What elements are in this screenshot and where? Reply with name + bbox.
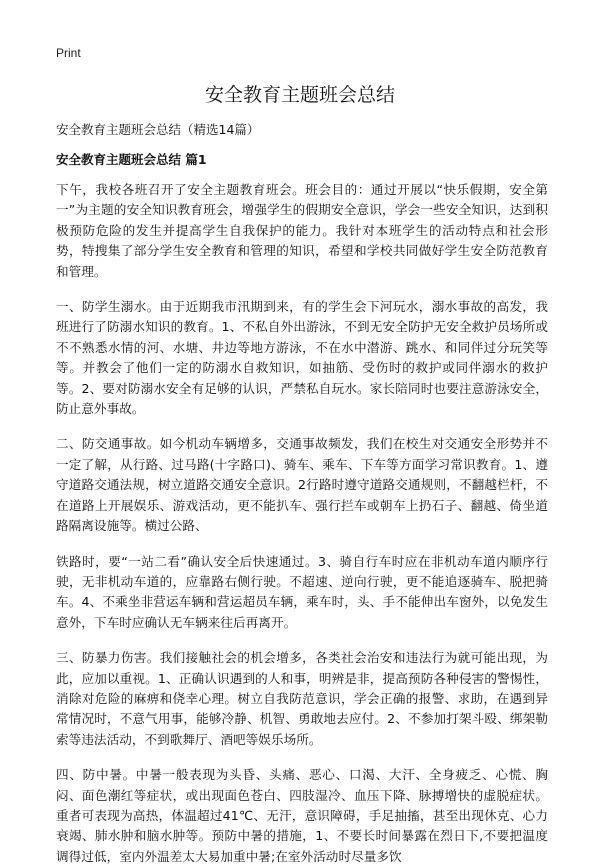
page-title: 安全教育主题班会总结 [204,84,395,106]
paragraph-traffic: 二、防交通事故。如今机动车辆增多，交通事故频发，我们在校生对交通安全形势并不一定了解，从行路、过马路(十字路口)、骑车、乘车、下车等方面学习常识教育。1、遵守道路交通法规，树立道路交通安全意识。2行路时遵守道路交通规则，不翻越栏杆，不在道路上开展娱乐、游戏活动，更不能扒车、强行拦车或朝车上扔石子、翻越、倚坐道路隔离设施等。横过公路、 [56,436,548,534]
article-body [56,180,548,864]
paragraph-railway: 铁路时，要“一站二看”确认安全后快速通过。3、骑自行车时应在非机动车道内顺序行驶，无非机动车道的，应靠路右侧行驶。不超速、逆向行驶，更不能追逐骑车、脱把骑车。4、不乘坐非营运车辆和营运超员车辆，乘车时，头、手不能伸出车窗外，以免发生意外，下车时应确认无车辆来往后再离开。 [56,553,548,630]
paragraph-intro: 下午，我校各班召开了安全主题教育班会。班会目的：通过开展以“快乐假期，安全第一”为主题的安全知识教育班会，增强学生的假期安全意识，学会一些安全知识，达到积极预防危险的发生并提高学生自我保护的能力。我针对本班学生的活动特点和社会形势，特搜集了部分学生安全教育和管理的知识，希望和学校共同做好学生安全防范教育和管理。 [56,182,548,279]
paragraph-violence: 三、防暴力伤害。我们接触社会的机会增多，各类社会治安和违法行为就可能出现，为此，应加以重视。1、正确认识遇到的人和事，明辨是非，提高预防各种侵害的警惕性，消除对危险的麻痹和侥幸心理。树立自我防范意识，学会正确的报警、求助，在遇到异常情况时，不意气用事，能够冷静、机智、勇敢地去应付。2、不参加打架斗殴、绑架勒索等违法活动，不到歌舞厅、酒吧等娱乐场所。 [56,650,548,747]
paragraph-drowning: 一、防学生溺水。由于近期我市汛期到来，有的学生会下河玩水，溺水事故的高发，我班进行了防溺水知识的教育。1、不私自外出游泳，不到无安全防护无安全救护员场所或不不熟悉水情的河、水塘、井边等地方游泳，不在水中潜游、跳水、和同伴过分玩笑等等。并教会了他们一定的防溺水自救知识，如抽筋、受伤时的救护或同伴溺水的救护等。2、要对防溺水安全有足够的认识，严禁私自玩水。家长陪同时也要注意游泳安全，防止意外事故。 [56,299,548,417]
document-subtitle: 安全教育主题班会总结（精选14篇） [56,122,260,137]
print-link[interactable]: Print [56,46,81,60]
section-heading: 安全教育主题班会总结 篇1 [56,152,207,167]
paragraph-heatstroke: 四、防中暑。中暑一般表现为头昏、头痛、恶心、口渴、大汗、全身疲乏、心慌、胸闷、面色潮红等症状，或出现面色苍白、四肢湿冷、血压下降、脉搏增快的虚脱症状。重者可表现为高热，体温超过41℃、无汗，意识障碍，手足抽搐，甚至出现休克、心力衰竭、肺水肿和脑水肿等。预防中暑的措施，1、不要长时间暴露在烈日下,不要把温度调得过低，室内外温差太大易加重中暑;在室外活动时尽量多饮 [56,767,548,864]
